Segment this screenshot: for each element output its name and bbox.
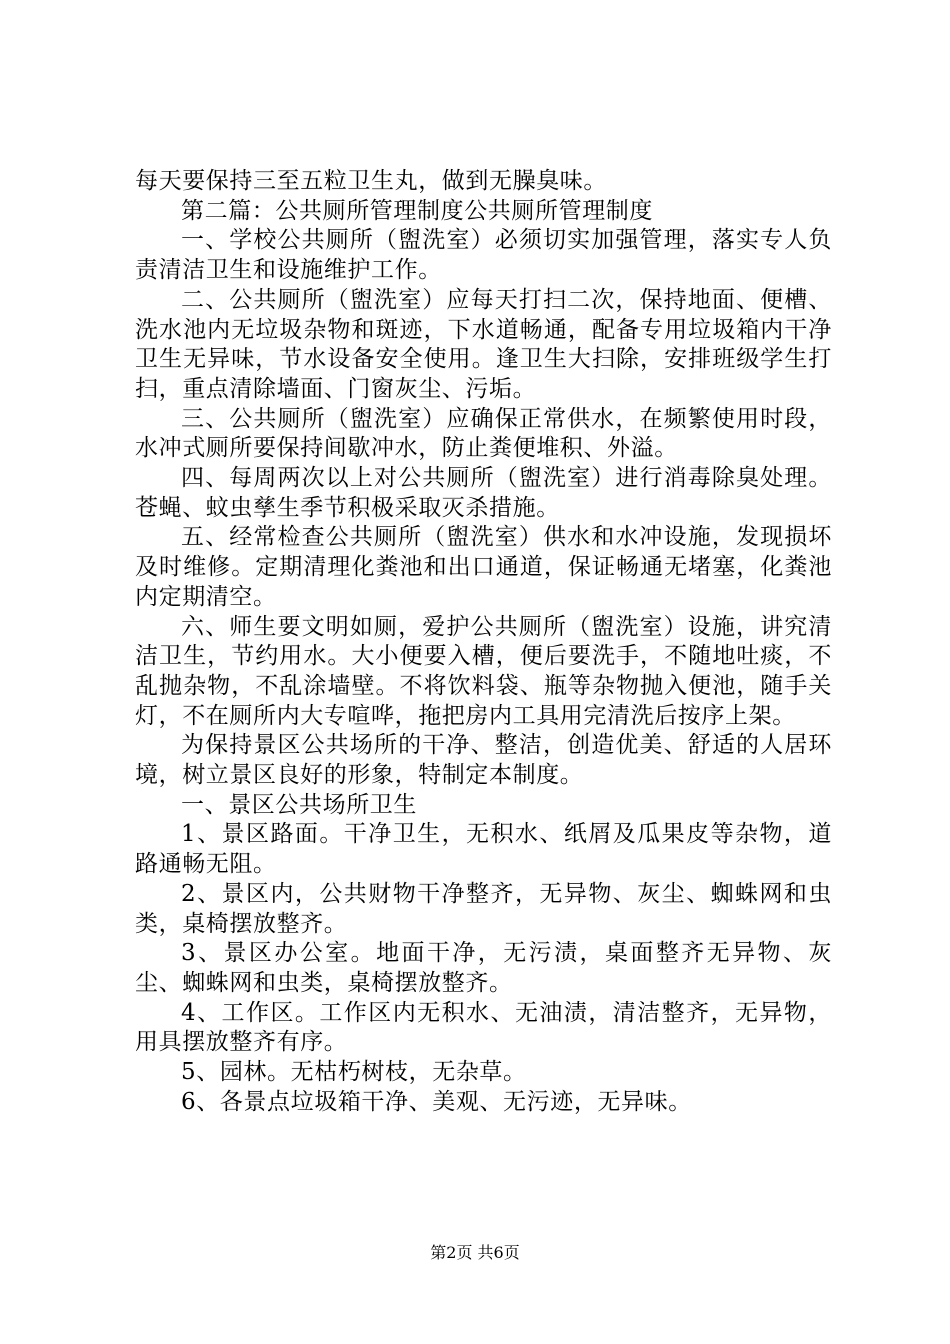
paragraph: 为保持景区公共场所的干净、整洁，创造优美、舒适的人居环境，树立景区良好的形象，特制定本制度。 xyxy=(135,732,832,789)
page-footer xyxy=(0,1243,950,1263)
list-item: 4、工作区。工作区内无积水、无油渍，清洁整齐，无异物，用具摆放整齐有序。 xyxy=(135,999,832,1056)
paragraph: 六、师生要文明如厕，爱护公共厕所（盥洗室）设施，讲究清洁卫生，节约用水。大小便要入槽，便后要洗手，不随地吐痰，不乱抛杂物，不乱涂墙壁。不将饮料袋、瓶等杂物抛入便池，随手关灯，不在厕所内大专喧哗，拖把房内工具用完清洗后按序上架。 xyxy=(135,613,832,729)
page-number-label: 第2页 共6页 xyxy=(430,1243,520,1262)
paragraph: 二、公共厕所（盥洗室）应每天打扫二次，保持地面、便槽、洗水池内无垃圾杂物和斑迹，下水道畅通，配备专用垃圾箱内干净卫生无异味，节水设备安全使用。逢卫生大扫除，安排班级学生打扫，重点清除墙面、门窗灰尘、污垢。 xyxy=(135,286,832,402)
section-heading: 第二篇：公共厕所管理制度公共厕所管理制度 xyxy=(181,197,653,224)
paragraph: 每天要保持三至五粒卫生丸，做到无臊臭味。 xyxy=(135,168,607,194)
paragraph: 三、公共厕所（盥洗室）应确保正常供水，在频繁使用时段，水冲式厕所要保持间歇冲水，防止粪便堆积、外溢。 xyxy=(135,405,832,462)
list-item: 3、景区办公室。地面干净，无污渍，桌面整齐无异物、灰尘、蜘蛛网和虫类，桌椅摆放整齐。 xyxy=(135,940,832,996)
list-item: 1、景区路面。干净卫生，无积水、纸屑及瓜果皮等杂物，道路通畅无阻。 xyxy=(135,821,832,878)
paragraph: 一、学校公共厕所（盥洗室）必须切实加强管理，落实专人负责清洁卫生和设施维护工作。 xyxy=(135,227,832,284)
paragraph: 五、经常检查公共厕所（盥洗室）供水和水冲设施，发现损坏及时维修。定期清理化粪池和出口通道，保证畅通无堵塞，化粪池内定期清空。 xyxy=(135,524,832,610)
subsection-heading: 一、景区公共场所卫生 xyxy=(181,791,417,818)
list-item: 2、景区内，公共财物干净整齐，无异物、灰尘、蜘蛛网和虫类，桌椅摆放整齐。 xyxy=(135,880,832,937)
list-item: 6、各景点垃圾箱干净、美观、无污迹，无异味。 xyxy=(181,1088,692,1115)
list-item: 5、园林。无枯朽树枝，无杂草。 xyxy=(181,1059,527,1086)
document-body xyxy=(0,167,950,1118)
paragraph: 四、每周两次以上对公共厕所（盥洗室）进行消毒除臭处理。苍蝇、蚊虫孳生季节积极采取灭杀措施。 xyxy=(135,465,832,521)
